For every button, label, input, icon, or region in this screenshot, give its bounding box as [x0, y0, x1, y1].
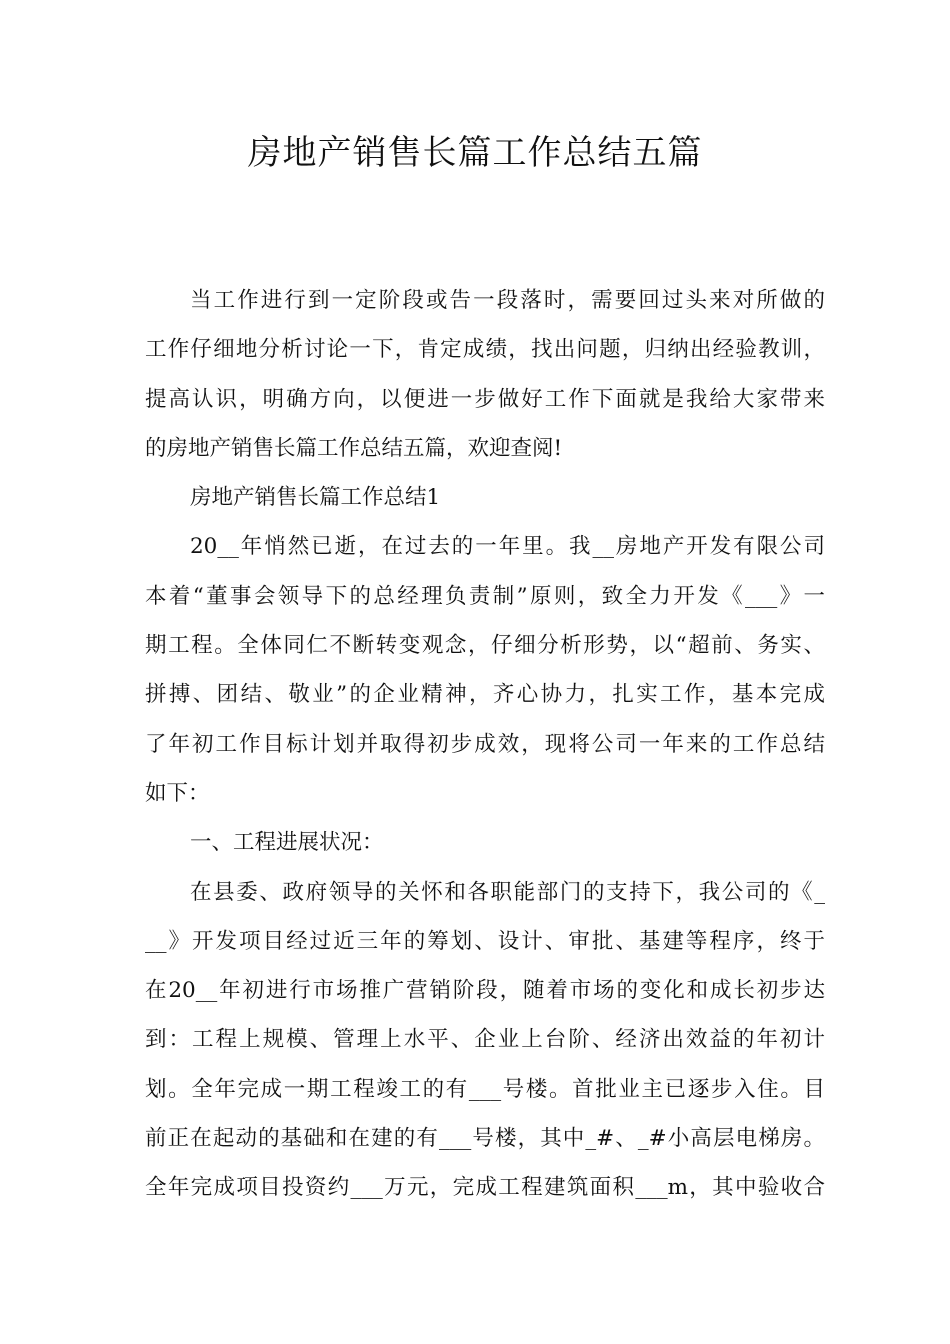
- text-line: 拼搏、团结、敬业”的企业精神，齐心协力，扎实工作，基本完成: [145, 682, 825, 708]
- text-line: 期工程。全体同仁不断转变观念，仔细分析形势，以“超前、务实、: [145, 633, 825, 659]
- text-line: 20__年悄然已逝，在过去的一年里。我__房地产开发有限公司: [190, 534, 825, 560]
- text-line: 提高认识，明确方向，以便进一步做好工作下面就是我给大家带来: [145, 386, 825, 412]
- text-line: 了年初工作目标计划并取得初步成效，现将公司一年来的工作总结: [145, 731, 825, 757]
- text-line: 划。全年完成一期工程竣工的有___号楼。首批业主已逐步入住。目: [145, 1076, 825, 1102]
- text-line: 到：工程上规模、管理上水平、企业上台阶、经济出效益的年初计: [145, 1027, 825, 1053]
- text-line: 本着“董事会领导下的总经理负责制”原则，致全力开发《___》一: [145, 583, 825, 609]
- text-line: 在县委、政府领导的关怀和各职能部门的支持下，我公司的《_: [190, 879, 825, 905]
- text-line: 当工作进行到一定阶段或告一段落时，需要回过头来对所做的: [190, 288, 825, 313]
- text-line: 一、工程进展状况：: [190, 830, 384, 856]
- document-title: 房地产销售长篇工作总结五篇: [247, 133, 703, 173]
- text-line: 全年完成项目投资约___万元，完成工程建筑面积___m，其中验收合: [145, 1175, 825, 1201]
- text-line: 如下：: [145, 780, 210, 806]
- text-line: 的房地产销售长篇工作总结五篇，欢迎查阅!: [145, 435, 563, 461]
- document-body: [145, 276, 825, 1213]
- text-line: 房地产销售长篇工作总结1: [190, 485, 441, 511]
- text-line: 在20__年初进行市场推广营销阶段，随着市场的变化和成长初步达: [145, 978, 825, 1004]
- text-line: __》开发项目经过近三年的筹划、设计、审批、基建等程序，终于: [145, 928, 825, 954]
- text-line: 工作仔细地分析讨论一下，肯定成绩，找出问题，归纳出经验教训，: [145, 337, 825, 363]
- text-line: 前正在起动的基础和在建的有___号楼，其中_#、_#小高层电梯房。: [145, 1126, 825, 1152]
